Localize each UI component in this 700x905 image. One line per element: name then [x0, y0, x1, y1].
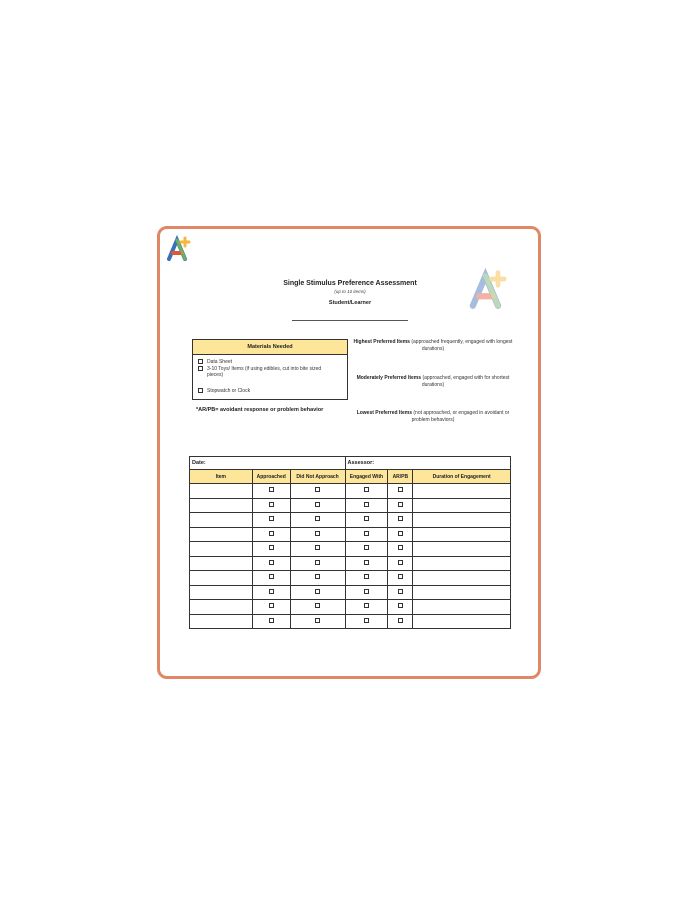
- checkbox[interactable]: [315, 589, 320, 594]
- checkbox[interactable]: [398, 574, 403, 579]
- checkbox-cell: [345, 527, 388, 542]
- table-row: [190, 571, 511, 586]
- student-label: Student/Learner: [328, 300, 372, 306]
- checkbox-cell: [345, 556, 388, 571]
- checkbox[interactable]: [398, 545, 403, 550]
- checkbox-cell: [252, 600, 290, 615]
- materials-item: 3-10 Toys/ Items (if using edibles, cut into bite sized pieces): [198, 366, 335, 378]
- checkbox[interactable]: [198, 388, 203, 393]
- page-subtitle: (up to 10 items): [334, 289, 366, 294]
- checkbox[interactable]: [269, 487, 274, 492]
- materials-item: Data Sheet: [198, 359, 335, 365]
- arpb-note: *AR/PB= avoidant response or problem behavior: [196, 407, 324, 413]
- duration-cell[interactable]: [413, 600, 511, 615]
- checkbox[interactable]: [198, 366, 203, 371]
- checkbox-cell: [252, 571, 290, 586]
- item-cell[interactable]: [190, 513, 253, 528]
- checkbox-cell: [345, 571, 388, 586]
- materials-box: [192, 339, 348, 400]
- column-header: Item: [190, 470, 253, 484]
- duration-cell[interactable]: [413, 498, 511, 513]
- checkbox-cell: [290, 585, 345, 600]
- checkbox[interactable]: [398, 487, 403, 492]
- checkbox[interactable]: [364, 516, 369, 521]
- checkbox[interactable]: [315, 502, 320, 507]
- checkbox[interactable]: [398, 603, 403, 608]
- checkbox-cell: [252, 513, 290, 528]
- legend-moderate: Moderately Preferred Items (approached, engaged with for shortest durations): [356, 375, 510, 388]
- checkbox-cell: [388, 498, 413, 513]
- checkbox[interactable]: [198, 359, 203, 364]
- item-cell[interactable]: [190, 498, 253, 513]
- table-row: [190, 556, 511, 571]
- column-header: Engaged With: [345, 470, 388, 484]
- checkbox-cell: [345, 498, 388, 513]
- table-row: [190, 484, 511, 499]
- checkbox[interactable]: [269, 502, 274, 507]
- table-row: [190, 614, 511, 629]
- materials-item: Stopwatch or Clock: [198, 388, 335, 394]
- checkbox[interactable]: [315, 603, 320, 608]
- table-row: [190, 527, 511, 542]
- checkbox-cell: [388, 513, 413, 528]
- checkbox-cell: [252, 585, 290, 600]
- checkbox-cell: [290, 513, 345, 528]
- checkbox-cell: [252, 542, 290, 557]
- checkbox-cell: [388, 585, 413, 600]
- checkbox-cell: [388, 600, 413, 615]
- brand-watermark-icon: [463, 268, 511, 312]
- checkbox[interactable]: [269, 603, 274, 608]
- checkbox-cell: [290, 498, 345, 513]
- checkbox-cell: [345, 600, 388, 615]
- checkbox-cell: [290, 571, 345, 586]
- item-cell[interactable]: [190, 527, 253, 542]
- date-field[interactable]: Date:: [190, 457, 346, 470]
- checkbox-cell: [290, 542, 345, 557]
- duration-cell[interactable]: [413, 542, 511, 557]
- checkbox-cell: [345, 585, 388, 600]
- duration-cell[interactable]: [413, 556, 511, 571]
- checkbox-cell: [290, 556, 345, 571]
- table-row: [190, 498, 511, 513]
- checkbox[interactable]: [398, 502, 403, 507]
- checkbox[interactable]: [398, 516, 403, 521]
- legend-highest: Highest Preferred Items (approached frequently, engaged with longest durations): [353, 339, 513, 352]
- item-cell[interactable]: [190, 614, 253, 629]
- checkbox[interactable]: [364, 574, 369, 579]
- assessor-field[interactable]: Assessor:: [345, 457, 511, 470]
- checkbox-cell: [345, 542, 388, 557]
- checkbox[interactable]: [269, 516, 274, 521]
- column-header: Duration of Engagement: [413, 470, 511, 484]
- checkbox[interactable]: [315, 531, 320, 536]
- checkbox[interactable]: [315, 618, 320, 623]
- column-header: Did Not Approach: [290, 470, 345, 484]
- checkbox[interactable]: [315, 560, 320, 565]
- checkbox-cell: [290, 600, 345, 615]
- checkbox[interactable]: [269, 589, 274, 594]
- table-row: [190, 600, 511, 615]
- checkbox[interactable]: [269, 545, 274, 550]
- checkbox-cell: [345, 513, 388, 528]
- checkbox[interactable]: [364, 589, 369, 594]
- duration-cell[interactable]: [413, 484, 511, 499]
- column-header: Approached: [252, 470, 290, 484]
- item-cell[interactable]: [190, 484, 253, 499]
- checkbox-cell: [290, 527, 345, 542]
- checkbox[interactable]: [269, 531, 274, 536]
- checkbox[interactable]: [315, 487, 320, 492]
- checkbox[interactable]: [364, 603, 369, 608]
- checkbox[interactable]: [364, 502, 369, 507]
- checkbox-cell: [388, 556, 413, 571]
- checkbox-cell: [388, 542, 413, 557]
- checkbox[interactable]: [269, 574, 274, 579]
- table-row: [190, 585, 511, 600]
- checkbox[interactable]: [315, 574, 320, 579]
- checkbox-cell: [388, 484, 413, 499]
- checkbox-cell: [252, 484, 290, 499]
- materials-heading: Materials Needed: [193, 340, 347, 355]
- duration-cell[interactable]: [413, 585, 511, 600]
- checkbox[interactable]: [398, 618, 403, 623]
- checkbox-cell: [388, 571, 413, 586]
- checkbox-cell: [252, 498, 290, 513]
- table-row: [190, 513, 511, 528]
- checkbox[interactable]: [364, 487, 369, 492]
- student-name-line[interactable]: [292, 320, 408, 321]
- date-row: [190, 457, 511, 470]
- checkbox[interactable]: [364, 545, 369, 550]
- checkbox-cell: [345, 484, 388, 499]
- item-cell[interactable]: [190, 600, 253, 615]
- legend-lowest: Lowest Preferred Items (not approached, or engaged in avoidant or problem behaviors): [356, 410, 510, 423]
- item-cell[interactable]: [190, 571, 253, 586]
- checkbox-cell: [388, 614, 413, 629]
- item-cell[interactable]: [190, 542, 253, 557]
- column-header: AR/PB: [388, 470, 413, 484]
- item-cell[interactable]: [190, 556, 253, 571]
- table-header-row: [190, 470, 511, 484]
- checkbox-cell: [290, 484, 345, 499]
- checkbox-cell: [252, 527, 290, 542]
- data-sheet-table: [189, 456, 511, 629]
- checkbox-cell: [290, 614, 345, 629]
- checkbox-cell: [252, 556, 290, 571]
- checkbox[interactable]: [269, 560, 274, 565]
- duration-cell[interactable]: [413, 614, 511, 629]
- checkbox[interactable]: [398, 531, 403, 536]
- table-row: [190, 542, 511, 557]
- checkbox-cell: [388, 527, 413, 542]
- checkbox[interactable]: [269, 618, 274, 623]
- item-cell[interactable]: [190, 585, 253, 600]
- brand-logo-icon: [164, 235, 192, 263]
- page-title: Single Stimulus Preference Assessment: [283, 280, 417, 287]
- checkbox[interactable]: [398, 589, 403, 594]
- checkbox[interactable]: [364, 618, 369, 623]
- checkbox[interactable]: [315, 545, 320, 550]
- checkbox[interactable]: [398, 560, 403, 565]
- checkbox[interactable]: [364, 531, 369, 536]
- duration-cell[interactable]: [413, 527, 511, 542]
- checkbox[interactable]: [364, 560, 369, 565]
- duration-cell[interactable]: [413, 513, 511, 528]
- checkbox-cell: [252, 614, 290, 629]
- checkbox[interactable]: [315, 516, 320, 521]
- checkbox-cell: [345, 614, 388, 629]
- duration-cell[interactable]: [413, 571, 511, 586]
